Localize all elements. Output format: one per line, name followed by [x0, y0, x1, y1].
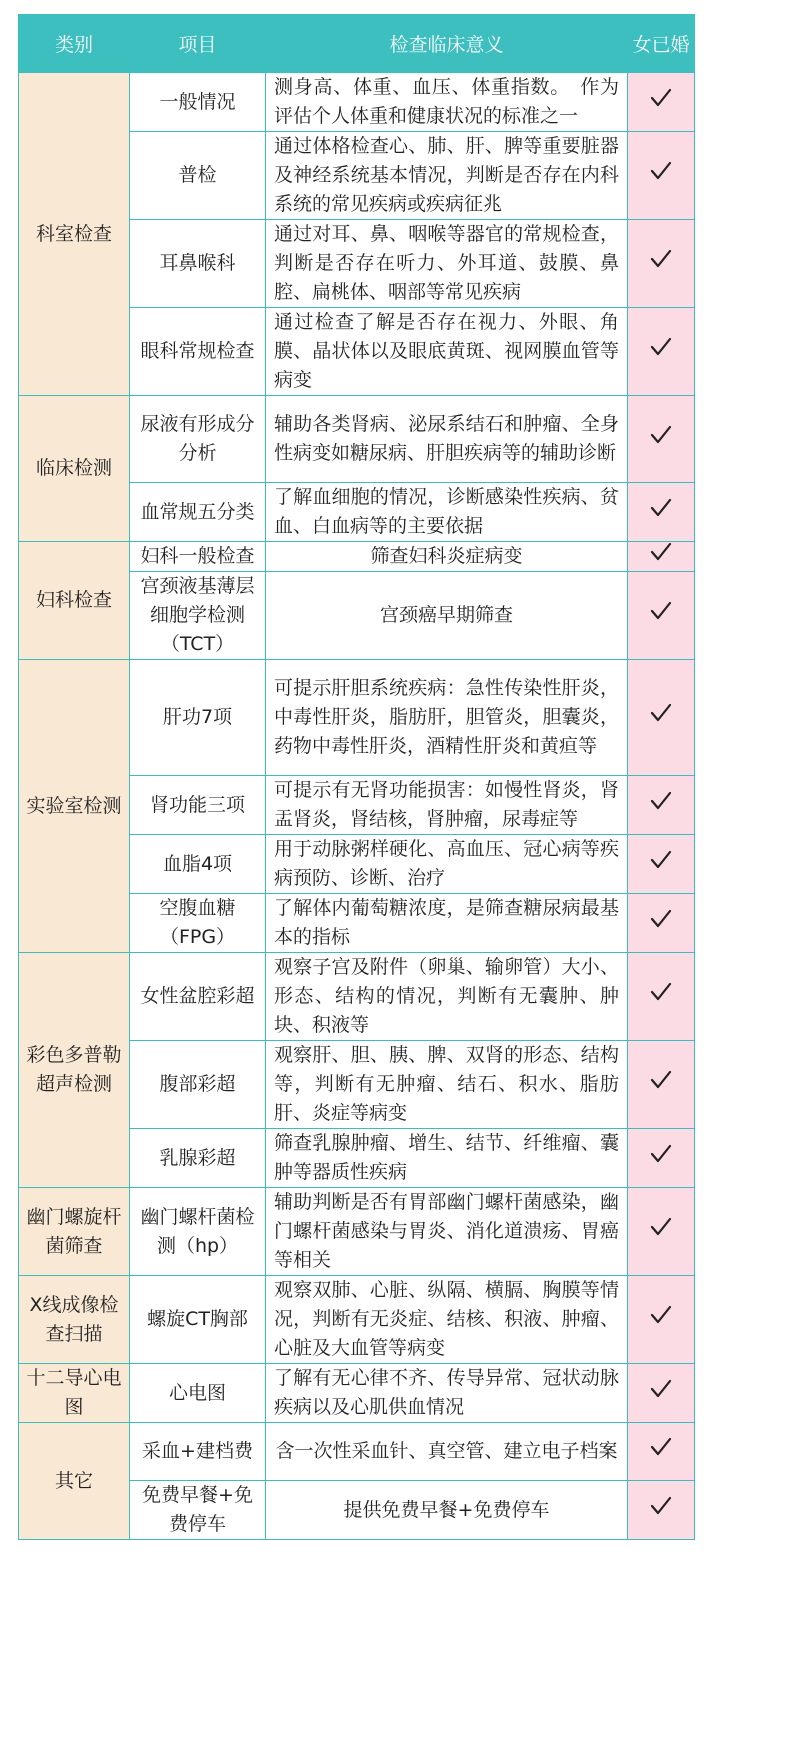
category-cell: 临床检测: [19, 396, 130, 542]
item-cell: 女性盆腔彩超: [130, 953, 266, 1041]
table-row: [19, 1423, 695, 1481]
table-row: [19, 396, 695, 483]
header-meaning: 检查临床意义: [266, 15, 628, 73]
female-married-cell: [628, 894, 695, 953]
female-married-cell: [628, 1041, 695, 1129]
table-row: [19, 1188, 695, 1276]
category-cell: 科室检查: [19, 73, 130, 396]
category-cell: 妇科检查: [19, 542, 130, 660]
female-married-cell: [628, 1129, 695, 1188]
item-cell: 腹部彩超: [130, 1041, 266, 1129]
meaning-cell: 筛查妇科炎症病变: [266, 542, 628, 572]
female-married-cell: [628, 776, 695, 835]
checkmark-icon: [650, 1144, 672, 1173]
female-married-cell: [628, 1364, 695, 1423]
meaning-cell: 辅助各类肾病、泌尿系结石和肿瘤、全身性病变如糖尿病、肝胆疾病等的辅助诊断: [266, 396, 628, 483]
female-married-cell: [628, 660, 695, 776]
female-married-cell: [628, 483, 695, 542]
item-cell: 血常规五分类: [130, 483, 266, 542]
category-cell: 其它: [19, 1423, 130, 1540]
checkmark-icon: [650, 1437, 672, 1466]
meaning-cell: 通过对耳、鼻、咽喉等器官的常规检查，判断是否存在听力、外耳道、鼓膜、鼻腔、扁桃体、咽部等常见疾病: [266, 220, 628, 308]
item-cell: 肝功7项: [130, 660, 266, 776]
female-married-cell: [628, 220, 695, 308]
meaning-cell: 测身高、体重、血压、体重指数。 作为评估个人体重和健康状况的标准之一: [266, 73, 628, 132]
checkmark-icon: [650, 88, 672, 117]
checkmark-icon: [650, 542, 672, 571]
header-category: 类别: [19, 15, 130, 73]
checkmark-icon: [650, 337, 672, 366]
item-cell: 螺旋CT胸部: [130, 1276, 266, 1364]
meaning-cell: 可提示有无肾功能损害：如慢性肾炎，肾盂肾炎，肾结核，肾肿瘤，尿毒症等: [266, 776, 628, 835]
checkmark-icon: [650, 498, 672, 527]
item-cell: 心电图: [130, 1364, 266, 1423]
item-cell: 乳腺彩超: [130, 1129, 266, 1188]
checkmark-icon: [650, 249, 672, 278]
meaning-cell: 通过体格检查心、肺、肝、脾等重要脏器及神经系统基本情况，判断是否存在内科系统的常见疾病或疾病征兆: [266, 132, 628, 220]
meaning-cell: 用于动脉粥样硬化、高血压、冠心病等疾病预防、诊断、治疗: [266, 835, 628, 894]
meaning-cell: 筛查乳腺肿瘤、增生、结节、纤维瘤、囊肿等器质性疾病: [266, 1129, 628, 1188]
item-cell: 眼科常规检查: [130, 308, 266, 396]
checkmark-icon: [650, 1070, 672, 1099]
checkmark-icon: [650, 1496, 672, 1525]
item-cell: 幽门螺杆菌检测（hp）: [130, 1188, 266, 1276]
item-cell: 采血+建档费: [130, 1423, 266, 1481]
checkmark-icon: [650, 1379, 672, 1408]
meaning-cell: 可提示肝胆系统疾病：急性传染性肝炎，中毒性肝炎，脂肪肝，胆管炎，胆囊炎，药物中毒性肝炎，酒精性肝炎和黄疸等: [266, 660, 628, 776]
header-item: 项目: [130, 15, 266, 73]
meaning-cell: 了解有无心律不齐、传导异常、冠状动脉疾病以及心肌供血情况: [266, 1364, 628, 1423]
item-cell: 免费早餐+免费停车: [130, 1481, 266, 1540]
female-married-cell: [628, 308, 695, 396]
table-body: [19, 73, 695, 1540]
item-cell: 空腹血糖（FPG）: [130, 894, 266, 953]
meaning-cell: 辅助判断是否有胃部幽门螺杆菌感染，幽门螺杆菌感染与胃炎、消化道溃疡、胃癌等相关: [266, 1188, 628, 1276]
header-female-married: 女已婚: [628, 15, 695, 73]
female-married-cell: [628, 396, 695, 483]
category-cell: X线成像检查扫描: [19, 1276, 130, 1364]
category-cell: 幽门螺旋杆菌筛查: [19, 1188, 130, 1276]
category-cell: 实验室检测: [19, 660, 130, 953]
checkmark-icon: [650, 850, 672, 879]
female-married-cell: [628, 1188, 695, 1276]
meaning-cell: 宫颈癌早期筛查: [266, 572, 628, 660]
table-row: [19, 73, 695, 132]
female-married-cell: [628, 953, 695, 1041]
checkmark-icon: [650, 1305, 672, 1334]
checkmark-icon: [650, 425, 672, 454]
female-married-cell: [628, 132, 695, 220]
health-checkup-table: [18, 14, 695, 1540]
female-married-cell: [628, 1481, 695, 1540]
checkmark-icon: [650, 909, 672, 938]
item-cell: 耳鼻喉科: [130, 220, 266, 308]
item-cell: 肾功能三项: [130, 776, 266, 835]
meaning-cell: 提供免费早餐+免费停车: [266, 1481, 628, 1540]
meaning-cell: 通过检查了解是否存在视力、外眼、角膜、晶状体以及眼底黄斑、视网膜血管等病变: [266, 308, 628, 396]
meaning-cell: 了解血细胞的情况，诊断感染性疾病、贫血、白血病等的主要依据: [266, 483, 628, 542]
item-cell: 尿液有形成分分析: [130, 396, 266, 483]
table-header-row: [19, 15, 695, 73]
meaning-cell: 了解体内葡萄糖浓度，是筛查糖尿病最基本的指标: [266, 894, 628, 953]
female-married-cell: [628, 572, 695, 660]
female-married-cell: [628, 835, 695, 894]
meaning-cell: 含一次性采血针、真空管、建立电子档案: [266, 1423, 628, 1481]
item-cell: 一般情况: [130, 73, 266, 132]
item-cell: 宫颈液基薄层细胞学检测（TCT）: [130, 572, 266, 660]
female-married-cell: [628, 73, 695, 132]
checkmark-icon: [650, 1217, 672, 1246]
item-cell: 普检: [130, 132, 266, 220]
female-married-cell: [628, 1423, 695, 1481]
female-married-cell: [628, 1276, 695, 1364]
checkmark-icon: [650, 982, 672, 1011]
table-row: [19, 953, 695, 1041]
table-row: [19, 1276, 695, 1364]
table-row: [19, 660, 695, 776]
category-cell: 十二导心电图: [19, 1364, 130, 1423]
female-married-cell: [628, 542, 695, 572]
checkmark-icon: [650, 703, 672, 732]
table-row: [19, 542, 695, 572]
meaning-cell: 观察肝、胆、胰、脾、双肾的形态、结构等，判断有无肿瘤、结石、积水、脂肪肝、炎症等病变: [266, 1041, 628, 1129]
meaning-cell: 观察子宫及附件（卵巢、输卵管）大小、形态、结构的情况，判断有无囊肿、肿块、积液等: [266, 953, 628, 1041]
table-row: [19, 1364, 695, 1423]
checkmark-icon: [650, 791, 672, 820]
checkmark-icon: [650, 601, 672, 630]
item-cell: 血脂4项: [130, 835, 266, 894]
meaning-cell: 观察双肺、心脏、纵隔、横膈、胸膜等情况，判断有无炎症、结核、积液、肿瘤、心脏及大血管等病变: [266, 1276, 628, 1364]
category-cell: 彩色多普勒超声检测: [19, 953, 130, 1188]
item-cell: 妇科一般检查: [130, 542, 266, 572]
checkmark-icon: [650, 161, 672, 190]
